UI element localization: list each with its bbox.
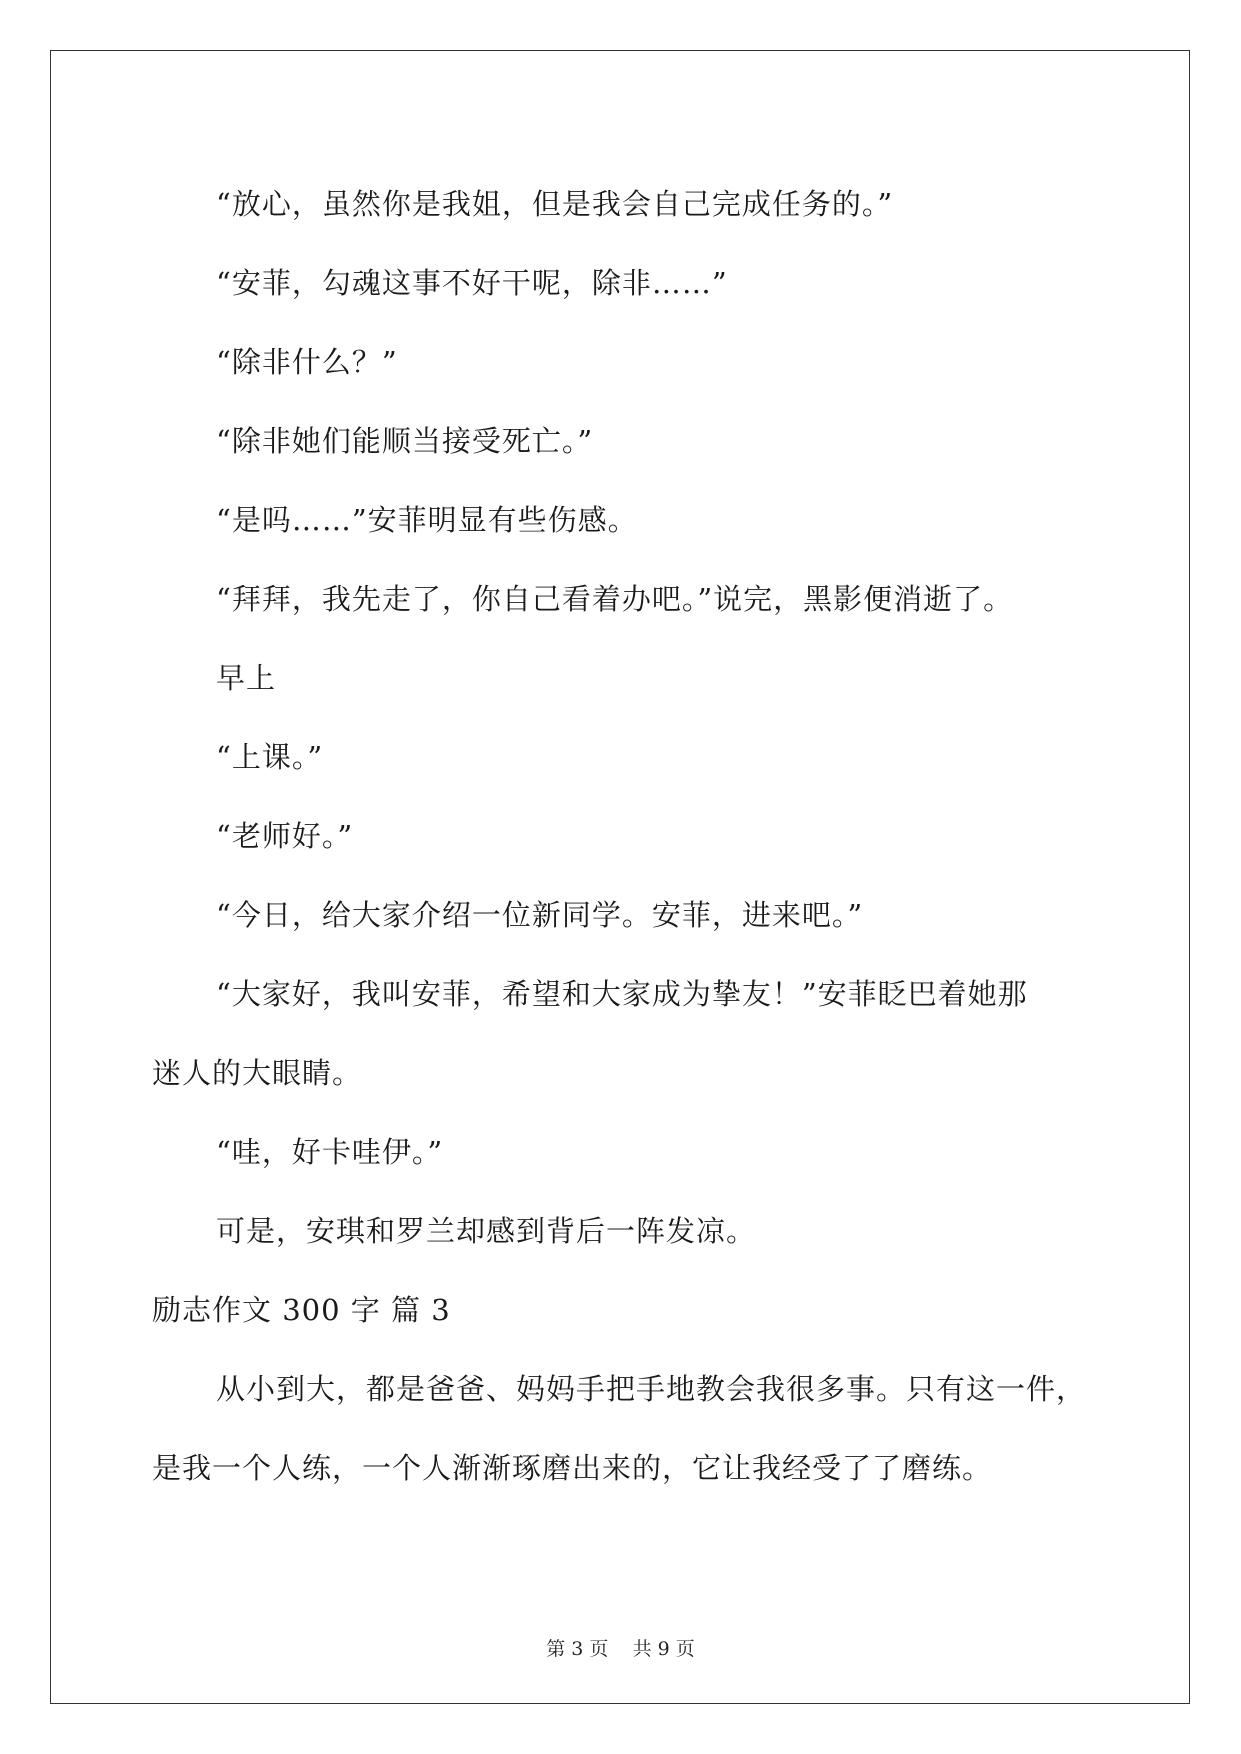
paragraph-line: “除非她们能顺当接受死亡。” xyxy=(216,424,594,458)
paragraph-line: “上课。” xyxy=(216,740,324,774)
paragraph-line: “老师好。” xyxy=(216,819,354,853)
page-footer xyxy=(0,1634,1241,1661)
section-heading: 励志作文 300 字 篇 3 xyxy=(152,1293,451,1327)
paragraph-line: 迷人的大眼睛。 xyxy=(152,1056,363,1090)
paragraph-line: “今日，给大家介绍一位新同学。安菲，进来吧。” xyxy=(216,898,864,932)
page-number-label: 第 3 页 共 9 页 xyxy=(546,1638,695,1660)
paragraph-line: 从小到大，都是爸爸、妈妈手把手地教会我很多事。只有这一件， xyxy=(216,1372,1087,1406)
paragraph-line: “安菲，勾魂这事不好干呢，除非……” xyxy=(216,266,728,300)
paragraph-line: “除非什么？” xyxy=(216,345,398,379)
paragraph-line: 早上 xyxy=(216,661,277,695)
paragraph-line: 可是，安琪和罗兰却感到背后一阵发凉。 xyxy=(216,1214,757,1248)
paragraph-line: “哇，好卡哇伊。” xyxy=(216,1135,444,1169)
paragraph-line: “放心，虽然你是我姐，但是我会自己完成任务的。” xyxy=(216,187,894,221)
paragraph-line: “大家好，我叫安菲，希望和大家成为挚友！”安菲眨巴着她那 xyxy=(216,977,1028,1011)
paragraph-line: “是吗……”安菲明显有些伤感。 xyxy=(216,503,638,537)
paragraph-line: 是我一个人练，一个人渐渐琢磨出来的，它让我经受了了磨练。 xyxy=(152,1451,993,1485)
document-body xyxy=(152,165,1112,1508)
paragraph-line: “拜拜，我先走了，你自己看着办吧。”说完，黑影便消逝了。 xyxy=(216,582,1014,616)
